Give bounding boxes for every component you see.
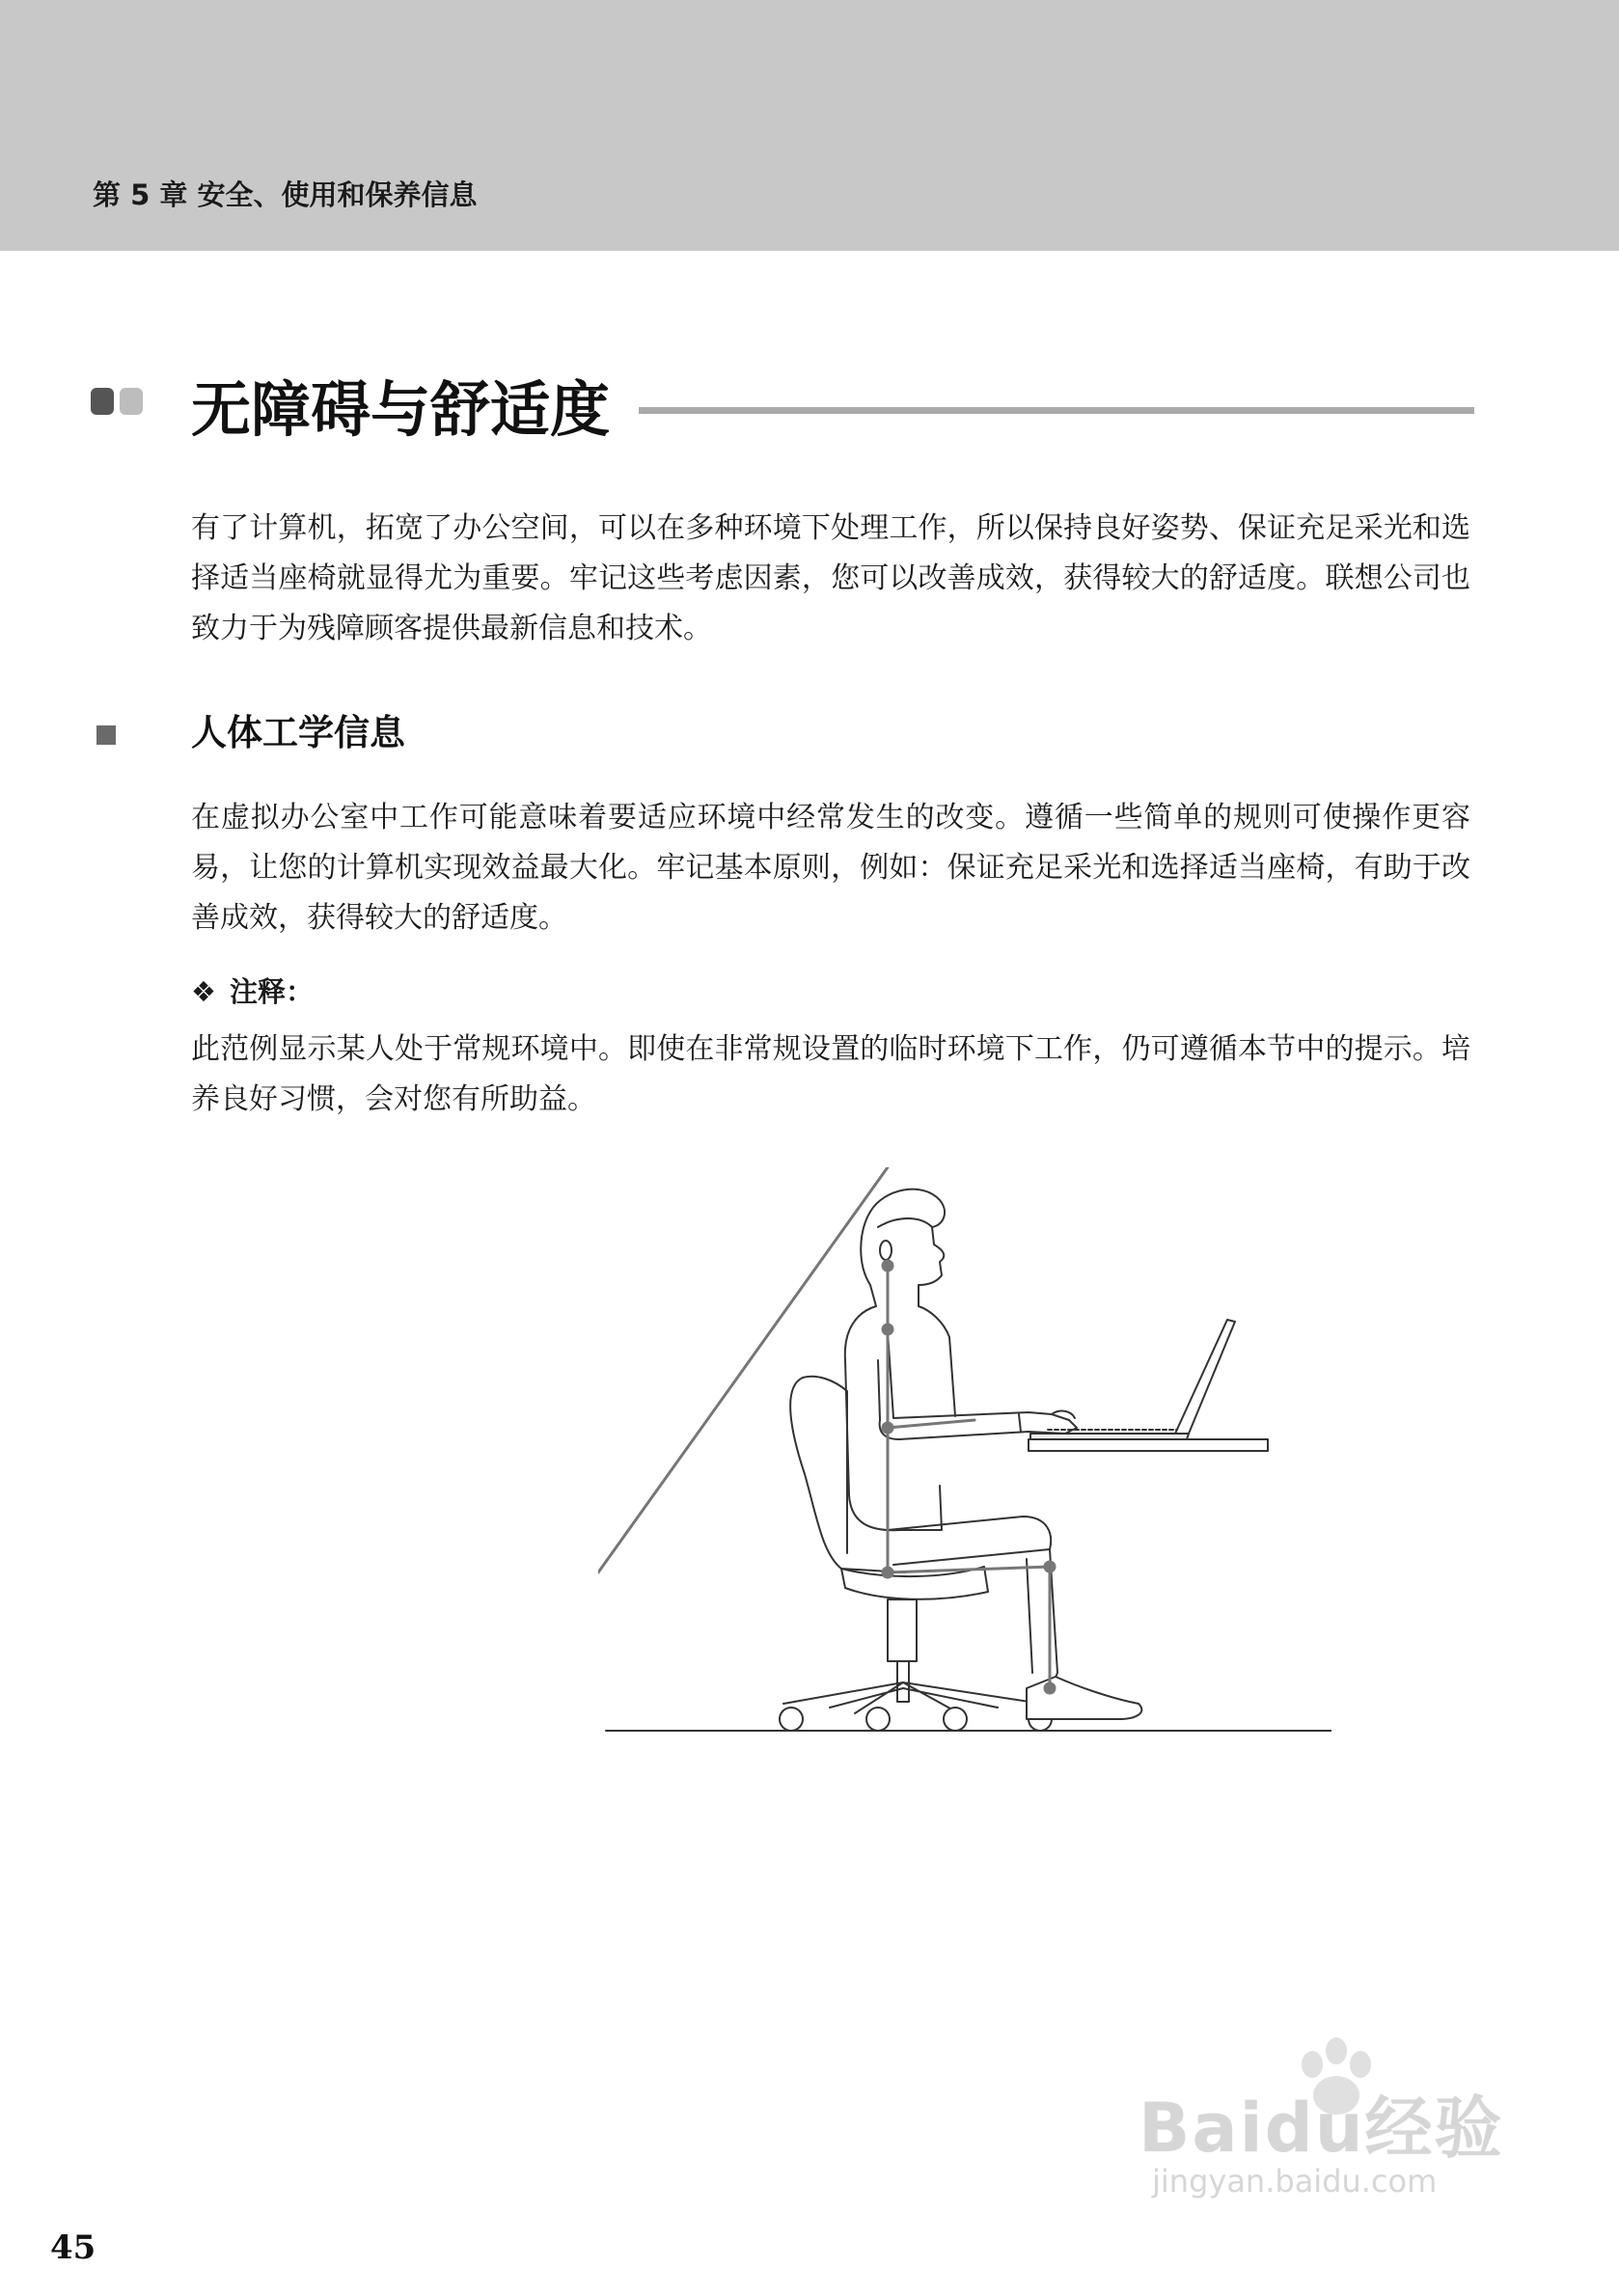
- note-label: 注释：: [230, 975, 315, 1008]
- chair-stem: [888, 1599, 917, 1661]
- wheel: [944, 1708, 967, 1731]
- note-diamond-icon: ❖: [191, 975, 216, 1008]
- chapter-title: 第 5 章 安全、使用和保养信息: [93, 178, 478, 211]
- intro-paragraph: 有了计算机，拓宽了办公空间，可以在多种环境下处理工作，所以保持良好姿势、保证充足采光和选择适当座椅就显得尤为重要。牢记这些考虑因素，您可以改善成效，获得较大的舒适度。联想公司也致力于为残障顾客提供最新信息和技术。: [191, 511, 1470, 645]
- page-number: 45: [50, 2228, 96, 2267]
- chair-base: [783, 1682, 1042, 1713]
- bullet-dark-icon: [91, 388, 114, 415]
- subsection-title: 人体工学信息: [191, 712, 405, 753]
- posture-spine-line: [598, 1167, 888, 1572]
- laptop-screen: [1175, 1320, 1235, 1434]
- note-heading: [191, 969, 314, 1015]
- watermark-url: jingyan.baidu.com: [1152, 2163, 1438, 2200]
- person-arm: [878, 1331, 1077, 1439]
- section-title: 无障碍与舒适度: [191, 374, 611, 445]
- subsection-square-icon: [96, 725, 116, 745]
- bullet-light-icon: [120, 388, 143, 415]
- section-bullets: [91, 388, 149, 417]
- title-rule: [639, 407, 1474, 414]
- laptop-base: [1030, 1434, 1189, 1439]
- person-shoe: [1027, 1677, 1141, 1719]
- desk-top: [1029, 1439, 1268, 1451]
- wheel: [866, 1708, 890, 1731]
- person-thigh: [888, 1517, 1051, 1565]
- note-paragraph: 此范例显示某人处于常规环境中。即使在非常规设置的临时环境下工作，仍可遵循本节中的提示。培养良好习惯，会对您有所助益。: [191, 1032, 1470, 1116]
- person-head: [870, 1189, 945, 1306]
- chapter-header-band: [0, 0, 1619, 251]
- watermark-brand: Baidu经验: [1139, 2089, 1504, 2168]
- wheel: [780, 1708, 803, 1731]
- ergonomic-posture-illustration: [598, 1167, 1331, 1746]
- ergonomics-paragraph: 在虚拟办公室中工作可能意味着要适应环境中经常发生的改变。遵循一些简单的规则可使操作更容易，让您的计算机实现效益最大化。牢记基本原则，例如：保证充足采光和选择适当座椅，有助于改善成效，获得较大的舒适度。: [191, 801, 1470, 935]
- baidu-watermark: [1139, 2055, 1544, 2209]
